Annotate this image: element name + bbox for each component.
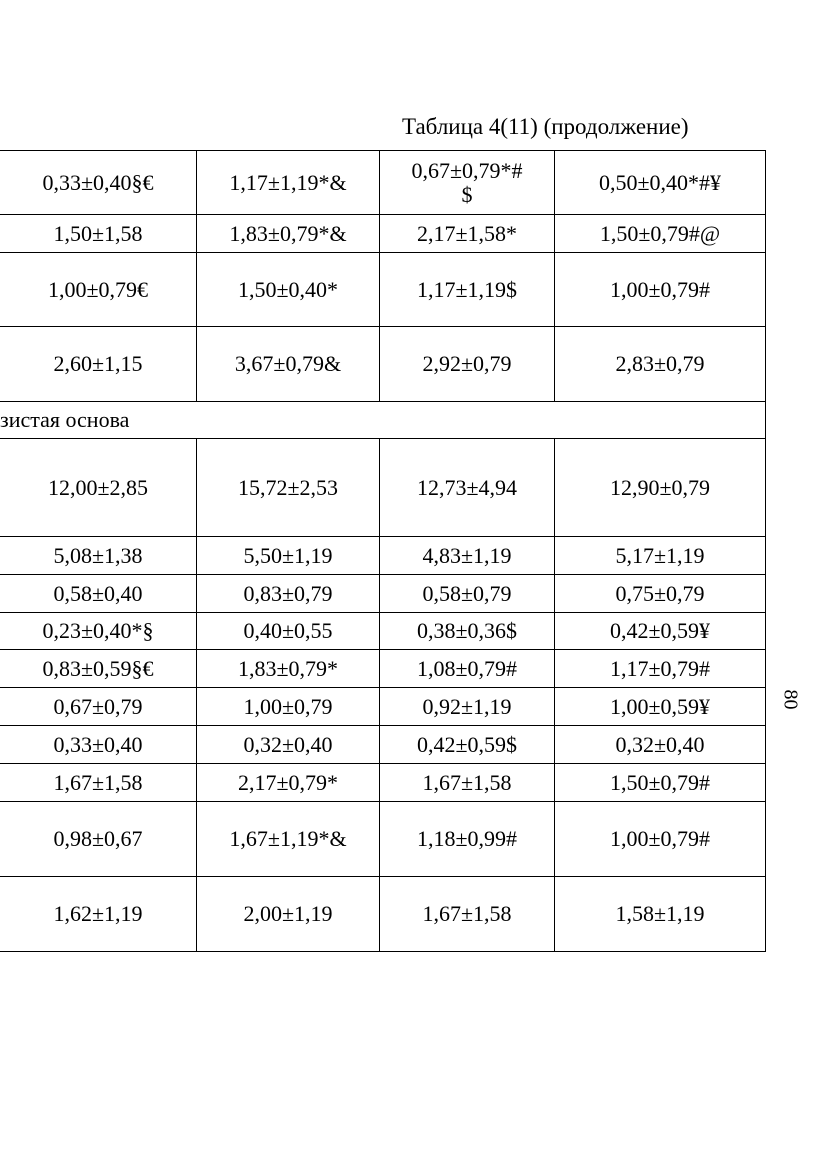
table-row	[0, 688, 766, 726]
table-cell: 0,83±0,79	[197, 575, 380, 613]
table-cell: 3,67±0,79&	[197, 327, 380, 402]
table-cell: 0,42±0,59$	[380, 726, 555, 764]
table-cell: 1,67±1,58	[380, 764, 555, 802]
table-cell: 1,58±1,19	[555, 877, 766, 952]
table-row	[0, 650, 766, 688]
table-cell: 1,83±0,79*	[197, 650, 380, 688]
table-cell: 0,98±0,67	[0, 802, 197, 877]
table-row	[0, 151, 766, 215]
table-cell: 1,08±0,79#	[380, 650, 555, 688]
cell-line-1: 0,67±0,79*#	[411, 158, 523, 184]
table-cell: 0,32±0,40	[555, 726, 766, 764]
table-cell: 1,00±0,79#	[555, 253, 766, 327]
table-cell: 2,60±1,15	[0, 327, 197, 402]
table-cell: 0,40±0,55	[197, 613, 380, 650]
table-cell	[380, 151, 555, 215]
table-cell: 1,00±0,59¥	[555, 688, 766, 726]
table-cell: 5,50±1,19	[197, 537, 380, 575]
data-table	[0, 150, 766, 952]
table-cell: 1,00±0,79€	[0, 253, 197, 327]
table-cell: 2,92±0,79	[380, 327, 555, 402]
table-cell: 15,72±2,53	[197, 439, 380, 537]
table-row	[0, 215, 766, 253]
table-cell: 2,17±0,79*	[197, 764, 380, 802]
table-cell: 0,83±0,59§€	[0, 650, 197, 688]
table-cell: 0,33±0,40§€	[0, 151, 197, 215]
table-cell: 4,83±1,19	[380, 537, 555, 575]
table-row	[0, 253, 766, 327]
table-cell: 1,50±0,79#@	[555, 215, 766, 253]
table-row	[0, 439, 766, 537]
table-cell: 0,58±0,79	[380, 575, 555, 613]
table-cell: 12,73±4,94	[380, 439, 555, 537]
table-cell: 1,00±0,79	[197, 688, 380, 726]
table-cell: 1,67±1,19*&	[197, 802, 380, 877]
table-cell: 1,67±1,58	[380, 877, 555, 952]
table-cell: 0,42±0,59¥	[555, 613, 766, 650]
table-cell: 0,75±0,79	[555, 575, 766, 613]
table-cell: 0,32±0,40	[197, 726, 380, 764]
table-cell: 1,00±0,79#	[555, 802, 766, 877]
table-caption: Таблица 4(11) (продолжение)	[402, 114, 689, 139]
table-cell: 5,08±1,38	[0, 537, 197, 575]
table-cell: 1,17±1,19*&	[197, 151, 380, 215]
section-row	[0, 402, 766, 439]
table-cell: 0,33±0,40	[0, 726, 197, 764]
table-cell: 1,62±1,19	[0, 877, 197, 952]
table-row	[0, 537, 766, 575]
table-cell: 1,17±1,19$	[380, 253, 555, 327]
table-row	[0, 613, 766, 650]
table-cell: 0,58±0,40	[0, 575, 197, 613]
table-cell: 1,50±0,79#	[555, 764, 766, 802]
table-cell: 0,23±0,40*§	[0, 613, 197, 650]
table-row	[0, 764, 766, 802]
table-cell: 0,67±0,79	[0, 688, 197, 726]
table-row	[0, 726, 766, 764]
table-cell: 12,90±0,79	[555, 439, 766, 537]
table-cell: 2,00±1,19	[197, 877, 380, 952]
table-cell: 1,50±0,40*	[197, 253, 380, 327]
table-cell: 1,18±0,99#	[380, 802, 555, 877]
page-number: 80	[779, 689, 802, 710]
table-row	[0, 877, 766, 952]
table-cell: 0,38±0,36$	[380, 613, 555, 650]
table-cell: 0,50±0,40*#¥	[555, 151, 766, 215]
table-cell: 5,17±1,19	[555, 537, 766, 575]
table-cell: 2,17±1,58*	[380, 215, 555, 253]
table-cell: 1,83±0,79*&	[197, 215, 380, 253]
table-cell: 1,67±1,58	[0, 764, 197, 802]
table-cell: 1,17±0,79#	[555, 650, 766, 688]
section-label: зистая основа	[0, 402, 766, 439]
table-cell: 0,92±1,19	[380, 688, 555, 726]
table-row	[0, 575, 766, 613]
table-row	[0, 327, 766, 402]
table-row	[0, 802, 766, 877]
cell-line-2: $	[461, 181, 473, 207]
table-cell: 2,83±0,79	[555, 327, 766, 402]
table-cell: 12,00±2,85	[0, 439, 197, 537]
table-cell: 1,50±1,58	[0, 215, 197, 253]
